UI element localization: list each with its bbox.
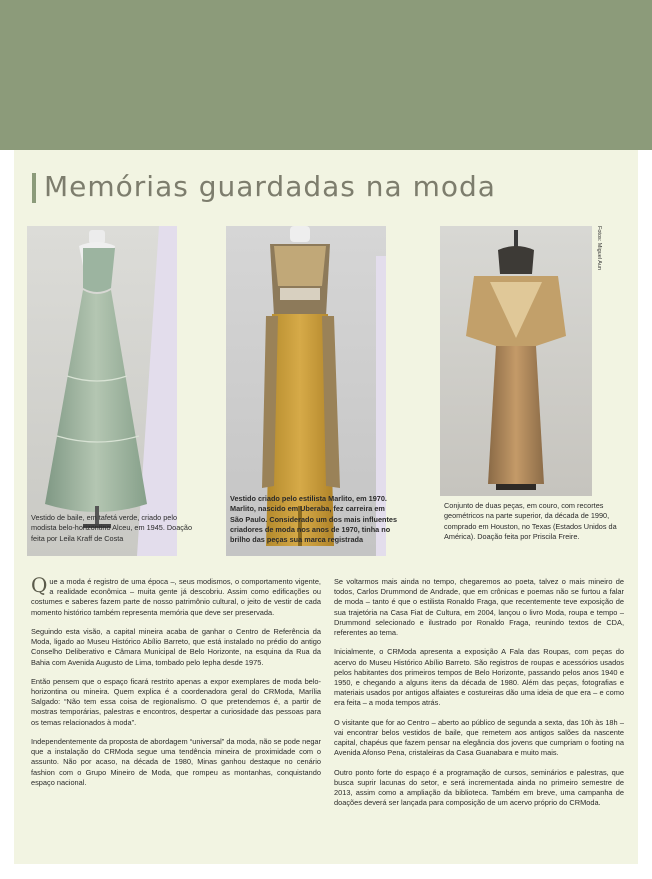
paragraph: Se voltarmos mais ainda no tempo, chegaremos ao poeta, talvez o mais mineiro de todos, Carlos Drummond de Andrade, que em crônicas e poemas não se furtou a falar de moda – tanto é que o estilista Ronaldo Fraga, que recentemente teve exposição de sua trajetória na Casa Fiat de Cultura, em 2004, lançou o livro Moda, roupa e tempo – Drummond selecionado e ilustrado por Ronaldo Fraga, reunindo textos de CDA, referentes ao tema.: [334, 577, 624, 638]
article-column-left: [31, 573, 321, 797]
top-color-band: [0, 0, 652, 150]
article-title: Memórias guardadas na moda: [44, 170, 496, 203]
drop-cap: Q: [31, 573, 48, 597]
caption-leather-outfit: Conjunto de duas peças, em couro, com recortes geométricos na parte superior, da década de 1990, comprado em Houston, no Texas (Estados Unidos da América). Doação feita por Priscila Freire.: [444, 501, 617, 542]
photo-credit: Fotos: Miguel Aun: [596, 226, 602, 271]
title-accent-bar: [32, 173, 36, 203]
paragraph: [31, 573, 321, 618]
paragraph: O visitante que for ao Centro – aberto ao público de segunda a sexta, das 10h às 18h – vai encontrar belos vestidos de baile, que remetem aos antigos salões da nascente capital, chapéus que fazem pensar na elegância dos jovens que cumpriam o footing na Avenida Afonso Pena, cristaleiras da Casa Guanabara e muito mais.: [334, 717, 624, 758]
caption-green-gown: Vestido de baile, em tafetá verde, criado pelo modista belo-horizontino Alceu, em 1945. Doação feita por Leila Kraff de Costa: [31, 513, 193, 543]
photo-leather-outfit: [440, 226, 592, 496]
article-column-right: [334, 577, 624, 817]
photo-green-gown: [27, 226, 177, 556]
paragraph: Então pensem que o espaço ficará restrito apenas a expor exemplares de moda belo-horizontina ou mineira. Quem explica é a coordenadora geral do CRModa, Marília Salgado: “Não tem essa coisa de regionalismo. O que pretendemos é, a partir de mostras temporárias, palestras e encontros, despertar a curiosidade das pessoas para os temas relacionados à moda”.: [31, 676, 321, 727]
paragraph: Independentemente da proposta de abordagem “universal” da moda, não se pode negar que a instalação do CRModa segue uma tendência mineira de proximidade com o assunto. Não por acaso, na década de 1980, Minas ganhou destaque no cenário fashion com o Grupo Mineiro de Moda, que rompeu as montanhas, conquistando espaço nacional.: [31, 736, 321, 787]
caption-gold-dress: Vestido criado pelo estilista Marlito, em 1970. Marlito, nascido em Uberaba, fez carreira em São Paulo. Considerado um dos mais influentes criadores de moda nos anos de 1970, tinha no brilho das peças sua marca registrada: [230, 494, 398, 545]
paragraph-text: ue a moda é registro de uma época –, seus modismos, o comportamento vigente, a realidade econômica – muita gente já descobriu. Assim como edificações ou costumes e saberes fazem parte de nosso patrimônio cultural, o jeito de vestir de cada momento histórico também representa memória que deve ser preservada.: [31, 577, 321, 617]
paragraph: Inicialmente, o CRModa apresenta a exposição A Fala das Roupas, com peças do acervo do Museu Histórico Abílio Barreto. São registros de roupas e acessórios usados pelos habitantes dos primeiros tempos de Belo Horizonte, passando pelos anos 1940 e 1950, e chegando a alguns itens da década de 1980. Além das peças, fotografias e materiais usados por antigos alfaiates e costureiras dão uma ideia de que era – e como era feita – a moda tempos atrás.: [334, 647, 624, 708]
paragraph: Seguindo esta visão, a capital mineira acaba de ganhar o Centro de Referência da Moda, ligado ao Museu Histórico Abílio Barreto, que está instalado no prédio do antigo Conselho Deliberativo e Câmara Municipal de Belo Horizonte, na esquina da Rua da Bahia com Avenida Augusto de Lima, tombado pelo Iepha desde 1975.: [31, 626, 321, 667]
paragraph: Outro ponto forte do espaço é a programação de cursos, seminários e palestras, que busca suprir lacunas do setor, e será incrementada ainda no primeiro semestre de 2013, assim como a ampliação da biblioteca. Também em breve, uma campanha de doações deverá ser lançada para composição de um acervo próprio do CRModa.: [334, 767, 624, 808]
